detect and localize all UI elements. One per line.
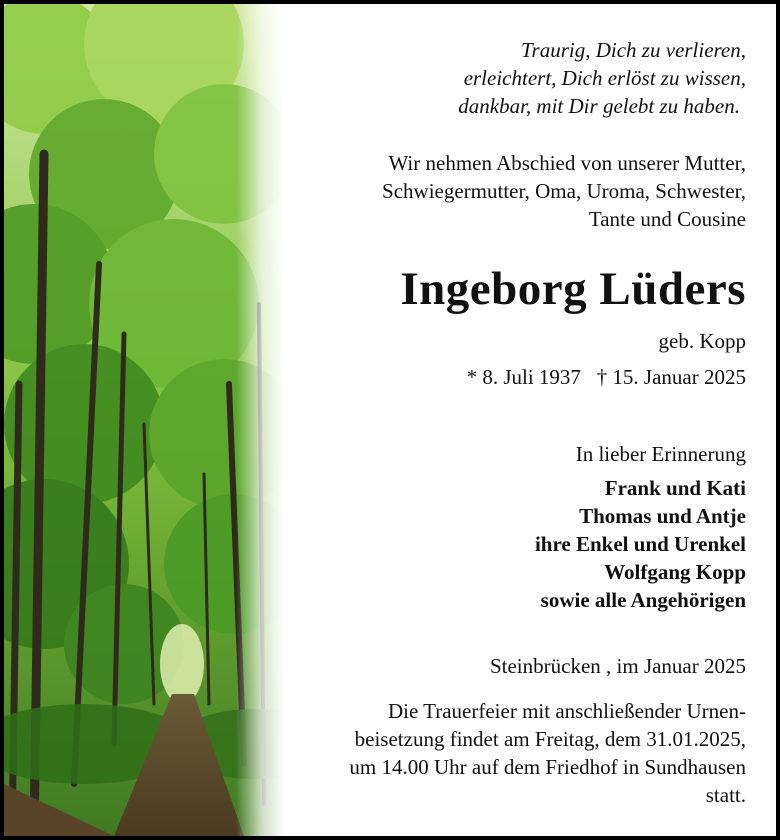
ceremony-line-4: statt. — [705, 783, 746, 807]
ceremony-line-3: um 14.00 Uhr auf dem Friedhof in Sundhausen — [349, 755, 746, 779]
intro-line-3: Tante und Cousine — [588, 207, 746, 231]
mourner-1: Frank und Kati — [604, 476, 746, 500]
place-date: Steinbrücken , im Januar 2025 — [489, 654, 746, 678]
deceased-name: Ingeborg Lüders — [400, 263, 746, 315]
intro-line-1: Wir nehmen Abschied von unserer Mutter, — [388, 151, 746, 175]
forest-path-image — [4, 4, 304, 836]
memory-heading: In lieber Erinnerung — [575, 442, 746, 466]
ceremony-line-2: beisetzung findet am Freitag, dem 31.01.2025, — [354, 727, 746, 751]
poem-line-2: erleichtert, Dich erlöst zu wissen, — [463, 66, 746, 90]
intro-line-2: Schwiegermutter, Oma, Uroma, Schwester, — [382, 179, 746, 203]
mourner-3: ihre Enkel und Urenkel — [534, 532, 746, 556]
mourner-5: sowie alle Angehörigen — [540, 588, 746, 612]
maiden-name: geb. Kopp — [658, 329, 746, 353]
mourner-4: Wolfgang Kopp — [604, 560, 746, 584]
ceremony-line-1: Die Trauerfeier mit anschließender Urnen- — [387, 699, 746, 723]
poem-line-3: dankbar, mit Dir gelebt zu haben. — [458, 94, 740, 118]
image-fade-overlay — [4, 4, 304, 836]
poem-line-1: Traurig, Dich zu verlieren, — [521, 38, 746, 62]
life-dates: * 8. Juli 1937 † 15. Januar 2025 — [466, 365, 746, 389]
mourner-2: Thomas und Antje — [579, 504, 746, 528]
